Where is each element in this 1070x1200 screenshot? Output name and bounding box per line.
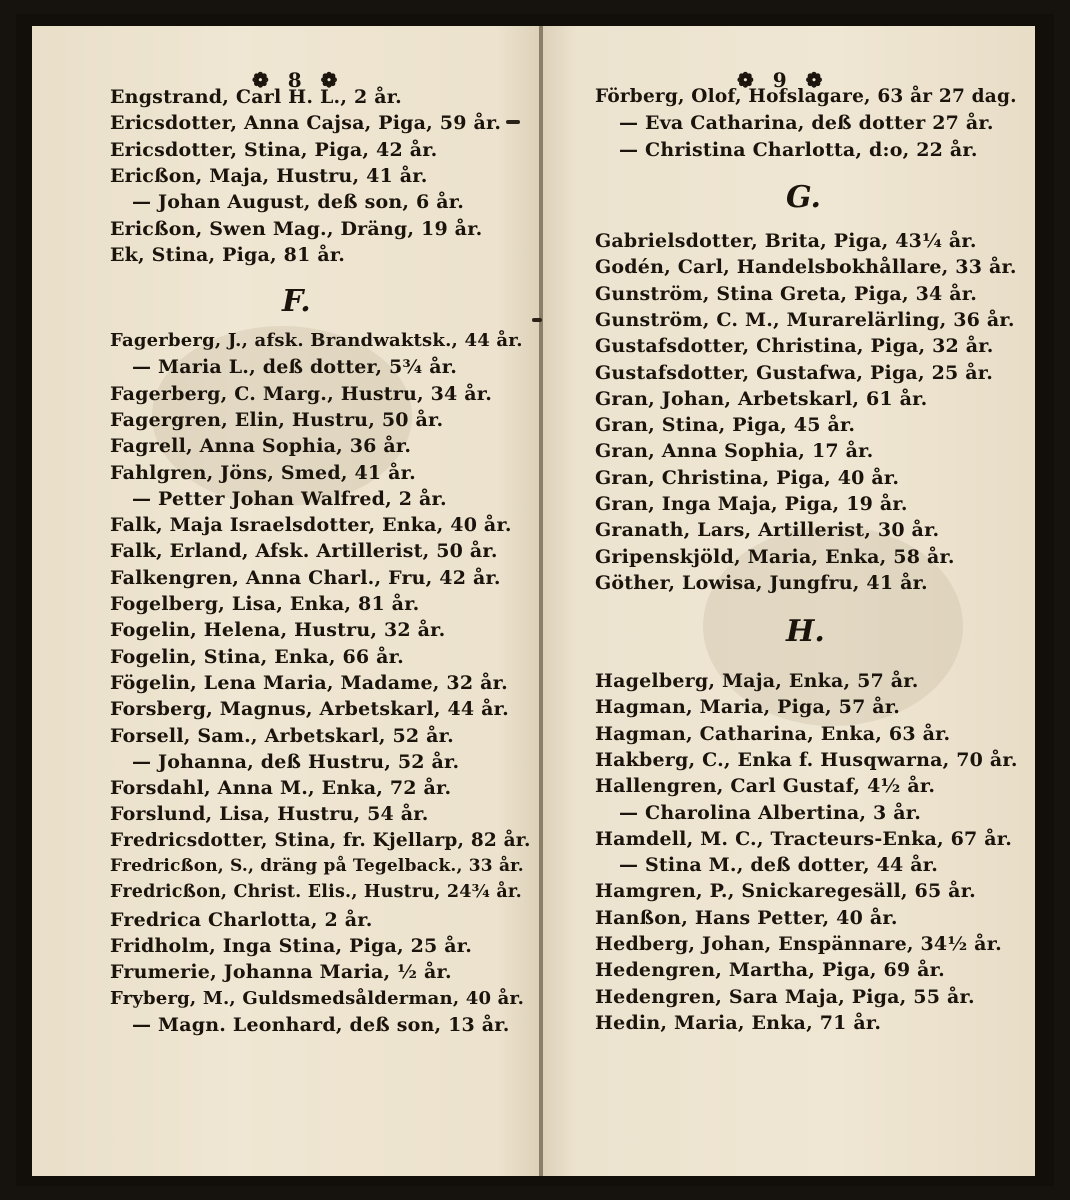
- register-entry: Ek, Stina, Piga, 81 år.: [110, 243, 346, 266]
- register-entry: Fredricßon, Christ. Elis., Hustru, 24¾ år.: [110, 882, 522, 903]
- register-entry: Hagelberg, Maja, Enka, 57 år.: [595, 670, 919, 692]
- left-page: [32, 26, 539, 1176]
- register-entry: Hagman, Catharina, Enka, 63 år.: [595, 722, 951, 745]
- register-entry: Ericßon, Maja, Hustru, 41 år.: [110, 164, 428, 187]
- register-entry: Gran, Christina, Piga, 40 år.: [595, 466, 900, 489]
- continuation-entry: — Johanna, deß Hustru, 52 år.: [132, 750, 460, 773]
- continuation-entry: — Johan August, deß son, 6 år.: [132, 191, 465, 214]
- continuation-entry: — Magn. Leonhard, deß son, 13 år.: [132, 1013, 510, 1036]
- register-entry: Gunström, C. M., Murarelärling, 36 år.: [595, 308, 1015, 331]
- section-letter: F.: [282, 284, 311, 319]
- register-entry: Gabrielsdotter, Brita, Piga, 43¼ år.: [595, 230, 977, 252]
- register-entry: Hedengren, Sara Maja, Piga, 55 år.: [595, 985, 975, 1008]
- register-entry: Förberg, Olof, Hofslagare, 63 år 27 dag.: [595, 86, 1017, 107]
- register-entry: Ericsdotter, Anna Cajsa, Piga, 59 år.: [110, 112, 502, 135]
- register-entry: Granath, Lars, Artillerist, 30 år.: [595, 519, 940, 542]
- register-entry: Hedengren, Martha, Piga, 69 år.: [595, 959, 945, 982]
- register-entry: Gustafsdotter, Gustafwa, Piga, 25 år.: [595, 361, 994, 384]
- register-entry: Hamdell, M. C., Tracteurs-Enka, 67 år.: [595, 827, 1013, 850]
- register-entry: Gran, Inga Maja, Piga, 19 år.: [595, 493, 908, 515]
- continuation-entry: — Christina Charlotta, d:o, 22 år.: [619, 138, 978, 161]
- register-entry: Fögelin, Lena Maria, Madame, 32 år.: [110, 671, 508, 694]
- register-entry: Hamgren, P., Snickaregesäll, 65 år.: [595, 880, 976, 903]
- register-entry: Fredricßon, S., dräng på Tegelback., 33 år.: [110, 856, 524, 876]
- register-entry: Fagerberg, C. Marg., Hustru, 34 år.: [110, 382, 493, 405]
- register-entry: Fogelberg, Lisa, Enka, 81 år.: [110, 593, 420, 615]
- register-entry: Forslund, Lisa, Hustru, 54 år.: [110, 803, 429, 826]
- register-entry: Gran, Anna Sophia, 17 år.: [595, 440, 874, 463]
- section-letter: H.: [786, 614, 825, 649]
- register-entry: Falk, Maja Israelsdotter, Enka, 40 år.: [110, 514, 512, 537]
- register-entry: Gran, Stina, Piga, 45 år.: [595, 414, 856, 437]
- register-entry: Fogelin, Helena, Hustru, 32 år.: [110, 619, 446, 642]
- register-entry: Frumerie, Johanna Maria, ½ år.: [110, 961, 452, 984]
- register-entry: Gustafsdotter, Christina, Piga, 32 år.: [595, 335, 994, 358]
- register-entry: Falkengren, Anna Charl., Fru, 42 år.: [110, 566, 501, 589]
- register-entry: Falk, Erland, Afsk. Artillerist, 50 år.: [110, 540, 498, 563]
- register-entry: Hakberg, C., Enka f. Husqwarna, 70 år.: [595, 748, 1018, 771]
- register-entry: Hagman, Maria, Piga, 57 år.: [595, 696, 901, 719]
- register-entry: Fridholm, Inga Stina, Piga, 25 år.: [110, 934, 473, 957]
- register-entry: Fagergren, Elin, Hustru, 50 år.: [110, 408, 444, 431]
- continuation-entry: — Petter Johan Walfred, 2 år.: [132, 487, 447, 510]
- register-entry: Fryberg, M., Guldsmedsålderman, 40 år.: [110, 987, 525, 1009]
- page-number: ❁ 8 ❁: [252, 68, 344, 92]
- register-entry: Fredricsdotter, Stina, fr. Kjellarp, 82 år.: [110, 829, 531, 851]
- right-page: [543, 26, 1035, 1176]
- page-number: ❁ 9 ❁: [737, 68, 829, 92]
- continuation-entry: — Maria L., deß dotter, 5¾ år.: [132, 356, 458, 379]
- register-entry: Gran, Johan, Arbetskarl, 61 år.: [595, 387, 928, 410]
- section-letter: G.: [786, 180, 821, 215]
- register-entry: Fogelin, Stina, Enka, 66 år.: [110, 645, 404, 668]
- register-entry: Gripenskjöld, Maria, Enka, 58 år.: [595, 545, 955, 568]
- register-entry: Hedin, Maria, Enka, 71 år.: [595, 1011, 882, 1034]
- register-entry: Fagerberg, J., afsk. Brandwaktsk., 44 år.: [110, 330, 523, 351]
- register-entry: Godén, Carl, Handelsbokhållare, 33 år.: [595, 256, 1017, 279]
- continuation-entry: — Eva Catharina, deß dotter 27 år.: [619, 112, 994, 135]
- register-entry: Forsberg, Magnus, Arbetskarl, 44 år.: [110, 698, 509, 721]
- continuation-entry: — Charolina Albertina, 3 år.: [619, 801, 922, 824]
- binding-mark: [506, 120, 520, 124]
- binding-mark: [532, 318, 542, 322]
- register-entry: Ericßon, Swen Mag., Dräng, 19 år.: [110, 217, 483, 240]
- register-entry: Fredrica Charlotta, 2 år.: [110, 908, 373, 931]
- register-entry: Ericsdotter, Stina, Piga, 42 år.: [110, 138, 438, 161]
- register-entry: Forsdahl, Anna M., Enka, 72 år.: [110, 777, 452, 800]
- register-entry: Hallengren, Carl Gustaf, 4½ år.: [595, 775, 936, 798]
- register-entry: Hanßon, Hans Petter, 40 år.: [595, 906, 898, 929]
- register-entry: Göther, Lowisa, Jungfru, 41 år.: [595, 571, 928, 594]
- register-entry: Engstrand, Carl H. L., 2 år.: [110, 86, 402, 108]
- continuation-entry: — Stina M., deß dotter, 44 år.: [619, 854, 939, 877]
- register-entry: Hedberg, Johan, Enspännare, 34½ år.: [595, 933, 1002, 955]
- register-entry: Gunström, Stina Greta, Piga, 34 år.: [595, 282, 978, 305]
- register-entry: Fagrell, Anna Sophia, 36 år.: [110, 435, 412, 458]
- register-entry: Forsell, Sam., Arbetskarl, 52 år.: [110, 724, 454, 747]
- register-entry: Fahlgren, Jöns, Smed, 41 år.: [110, 461, 416, 484]
